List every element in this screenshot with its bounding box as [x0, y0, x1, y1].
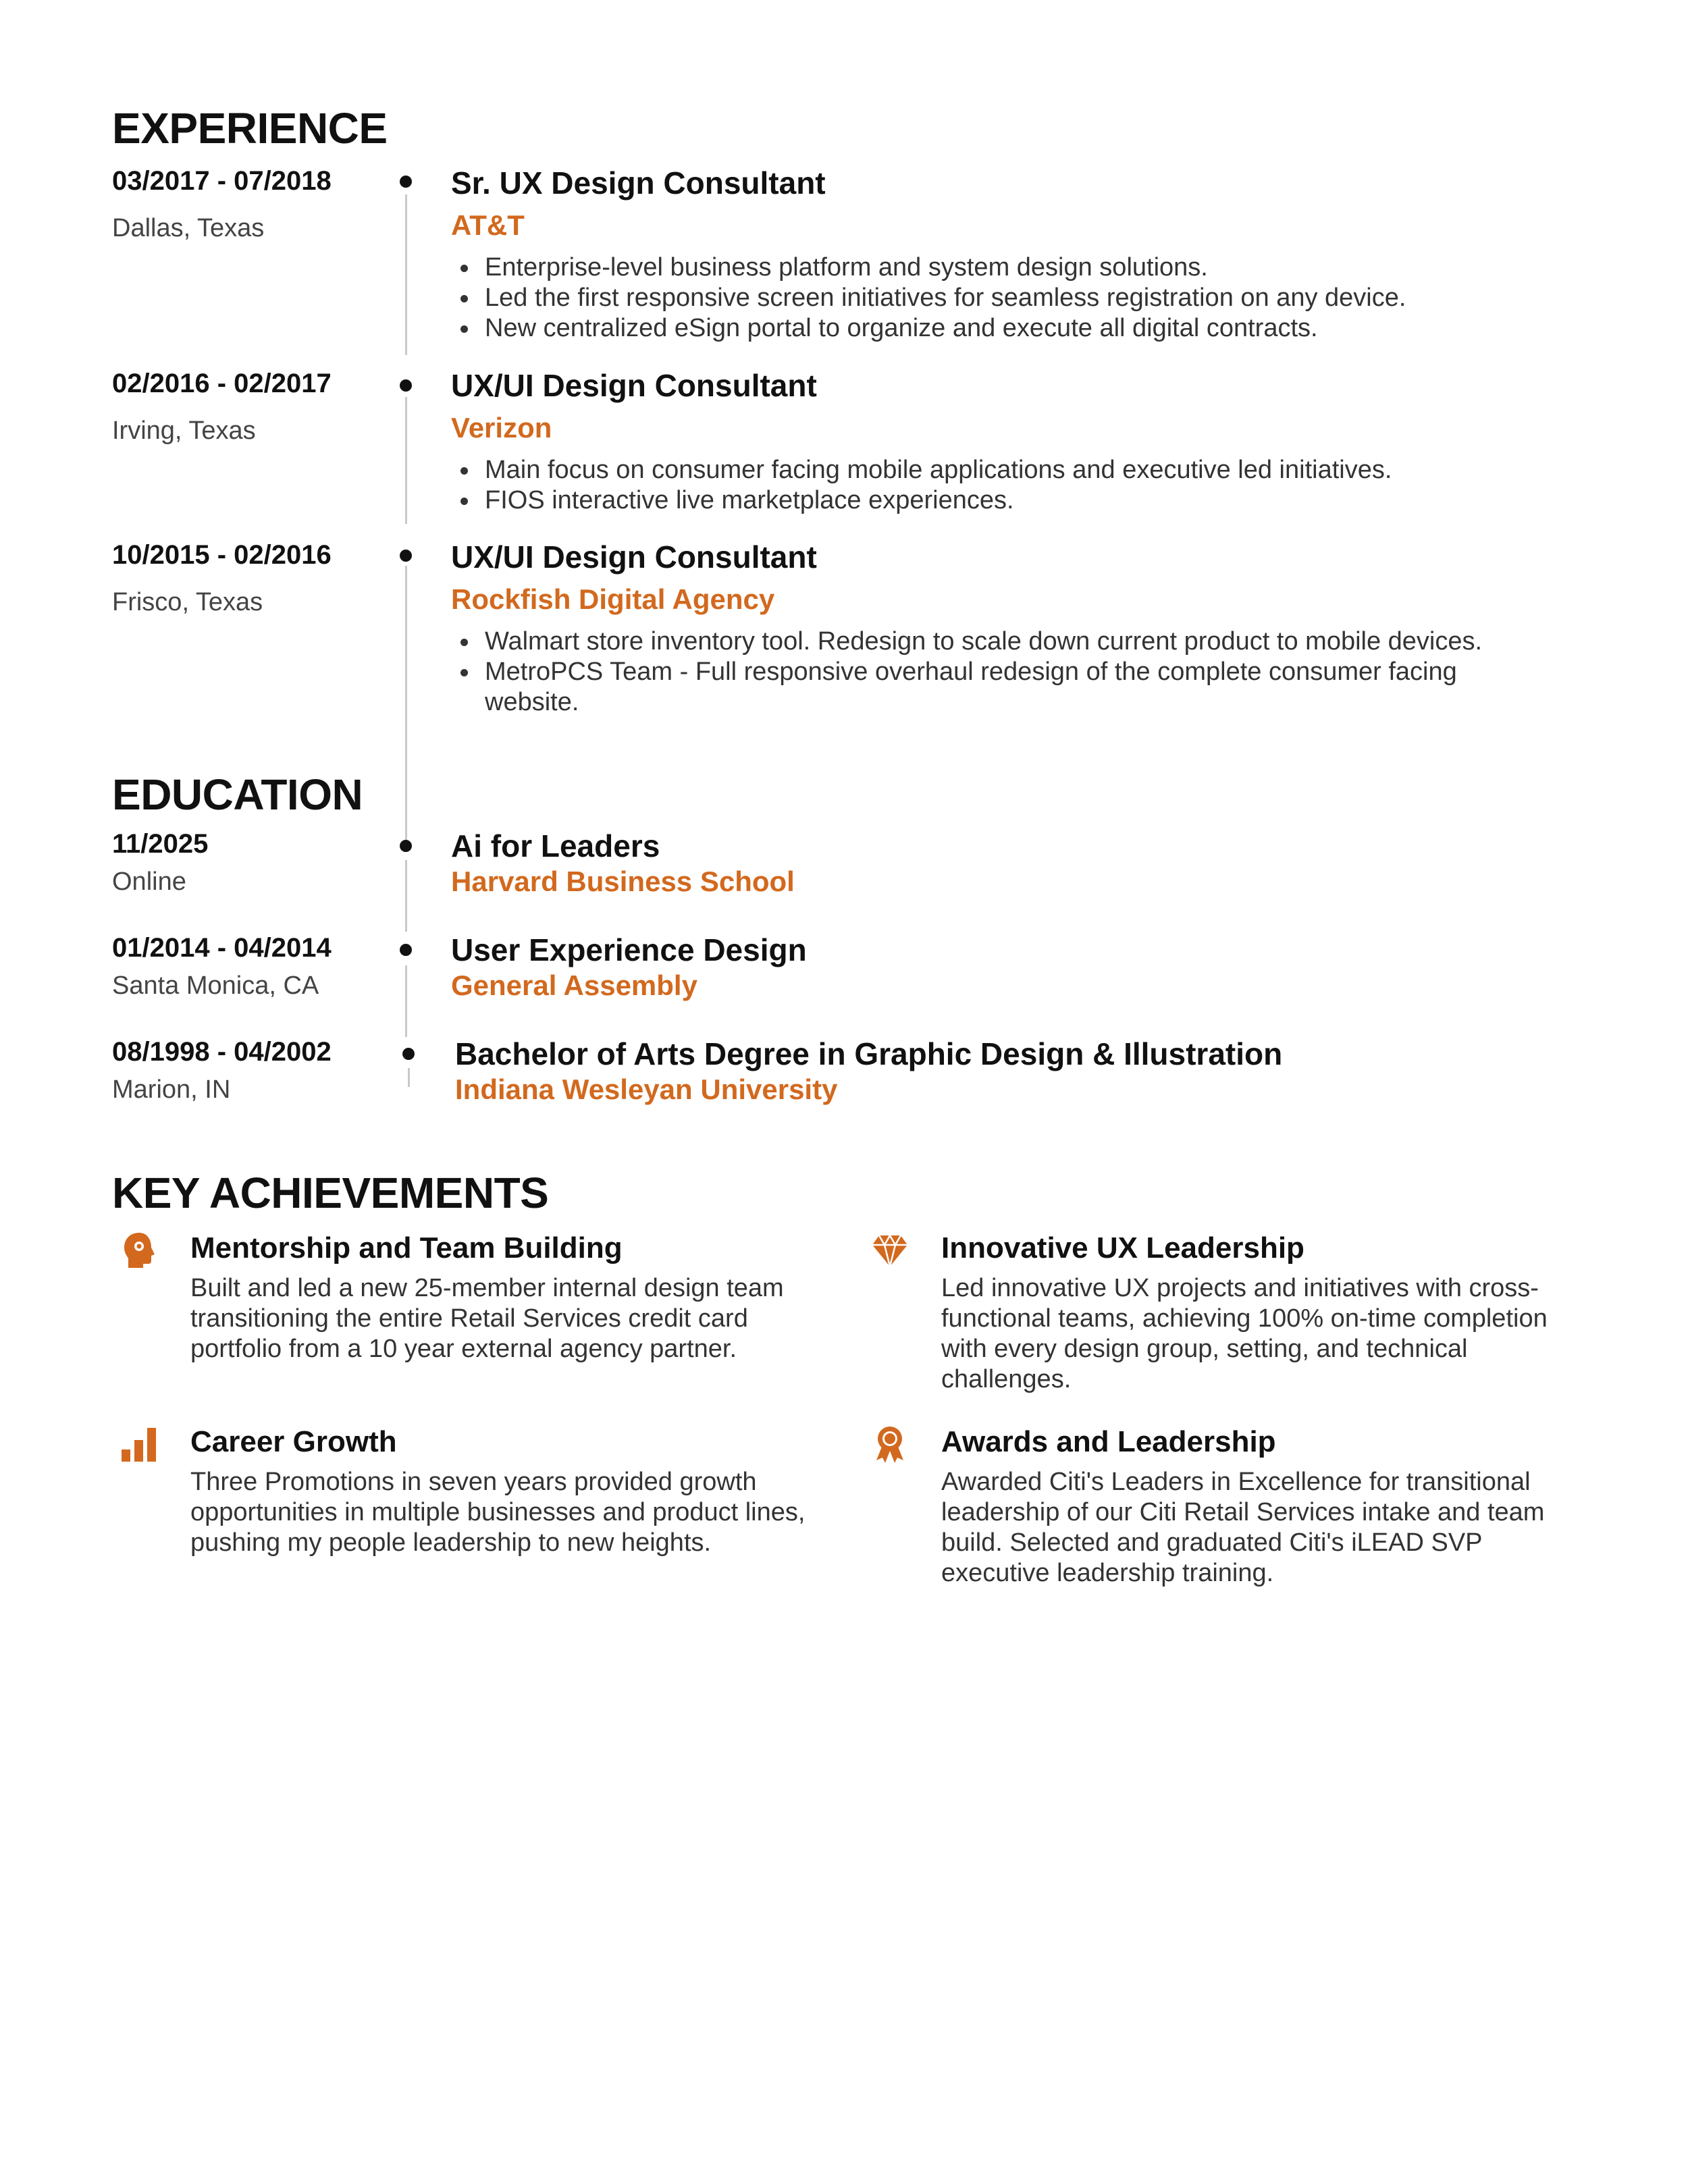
- bullet-item: MetroPCS Team - Full responsive overhaul redesign of the complete consumer facing website.: [451, 657, 1504, 718]
- bullet-list: [451, 252, 1592, 344]
- timeline-dot: [400, 944, 412, 956]
- experience-section: [112, 104, 1591, 153]
- award-ribbon-icon: [870, 1424, 910, 1464]
- school-name: Harvard Business School: [451, 865, 795, 897]
- school-name: General Assembly: [451, 969, 697, 1001]
- job-title: UX/UI Design Consultant: [451, 539, 817, 575]
- bar-chart-icon: [119, 1424, 159, 1464]
- section-title-education: EDUCATION: [112, 770, 363, 819]
- bullet-list: [451, 455, 1592, 516]
- achievement-title: Mentorship and Team Building: [190, 1231, 623, 1264]
- entry-location: Frisco, Texas: [112, 588, 263, 616]
- entry-date: 01/2014 - 04/2014: [112, 933, 332, 963]
- timeline-line: [408, 1068, 410, 1087]
- company-name: AT&T: [451, 209, 525, 241]
- achievement-title: Career Growth: [190, 1425, 397, 1458]
- timeline-dot: [402, 1048, 415, 1060]
- entry-location: Marion, IN: [112, 1075, 231, 1104]
- achievements-section: [112, 1171, 1591, 1215]
- bullet-item: New centralized eSign portal to organize and execute all digital contracts.: [451, 313, 1592, 344]
- entry-location: Santa Monica, CA: [112, 971, 319, 1000]
- entry-date: 02/2016 - 02/2017: [112, 369, 332, 398]
- job-title: UX/UI Design Consultant: [451, 368, 817, 403]
- entry-location: Dallas, Texas: [112, 214, 265, 242]
- timeline-line: [405, 194, 407, 355]
- timeline-line: [405, 860, 407, 932]
- company-name: Rockfish Digital Agency: [451, 583, 775, 615]
- achievement-description: Awarded Citi's Leaders in Excellence for transitional leadership of our Citi Retail Services intake and team build. Selected and graduated Citi's iLEAD SVP executive leadership training.: [941, 1468, 1545, 1587]
- bullet-item: FIOS interactive live marketplace experiences.: [451, 485, 1592, 516]
- degree-title: Ai for Leaders: [451, 828, 660, 863]
- bullet-item: Led the first responsive screen initiatives for seamless registration on any device.: [451, 283, 1592, 313]
- entry-date: 08/1998 - 04/2002: [112, 1037, 332, 1067]
- head-icon: [119, 1230, 159, 1271]
- diamond-icon: [870, 1230, 910, 1271]
- entry-location: Irving, Texas: [112, 417, 256, 445]
- entry-date: 10/2015 - 02/2016: [112, 540, 332, 570]
- achievement-description: Built and led a new 25-member internal design team transitioning the entire Retail Services credit card portfolio from a 10 year external agency partner.: [190, 1274, 784, 1363]
- timeline-dot: [400, 550, 412, 562]
- entry-date: 11/2025: [112, 829, 209, 859]
- timeline-line: [405, 965, 407, 1037]
- timeline-dot: [400, 840, 412, 852]
- timeline-dot: [400, 176, 412, 188]
- education-section: [112, 770, 1591, 819]
- section-title-achievements: KEY ACHIEVEMENTS: [112, 1169, 549, 1217]
- timeline-line: [405, 397, 407, 524]
- job-title: Sr. UX Design Consultant: [451, 165, 826, 201]
- entry-location: Online: [112, 868, 186, 896]
- degree-title: User Experience Design: [451, 932, 807, 967]
- bullet-list: [451, 627, 1531, 718]
- achievement-description: Three Promotions in seven years provided growth opportunities in multiple businesses and product lines, pushing my people leadership to new heights.: [190, 1468, 806, 1557]
- achievement-title: Awards and Leadership: [941, 1425, 1276, 1458]
- timeline-dot: [400, 379, 412, 392]
- section-title-experience: EXPERIENCE: [112, 104, 388, 153]
- bullet-item: Walmart store inventory tool. Redesign to scale down current product to mobile devices.: [451, 627, 1531, 657]
- achievement-title: Innovative UX Leadership: [941, 1231, 1304, 1264]
- achievement-description: Led innovative UX projects and initiatives with cross-functional teams, achieving 100% on-time completion with every design group, setting, and technical challenges.: [941, 1274, 1548, 1393]
- bullet-item: Main focus on consumer facing mobile applications and executive led initiatives.: [451, 455, 1592, 485]
- school-name: Indiana Wesleyan University: [455, 1073, 838, 1105]
- degree-title: Bachelor of Arts Degree in Graphic Design & Illustration: [455, 1036, 1283, 1071]
- company-name: Verizon: [451, 412, 552, 444]
- entry-date: 03/2017 - 07/2018: [112, 166, 332, 196]
- bullet-item: Enterprise-level business platform and system design solutions.: [451, 252, 1592, 283]
